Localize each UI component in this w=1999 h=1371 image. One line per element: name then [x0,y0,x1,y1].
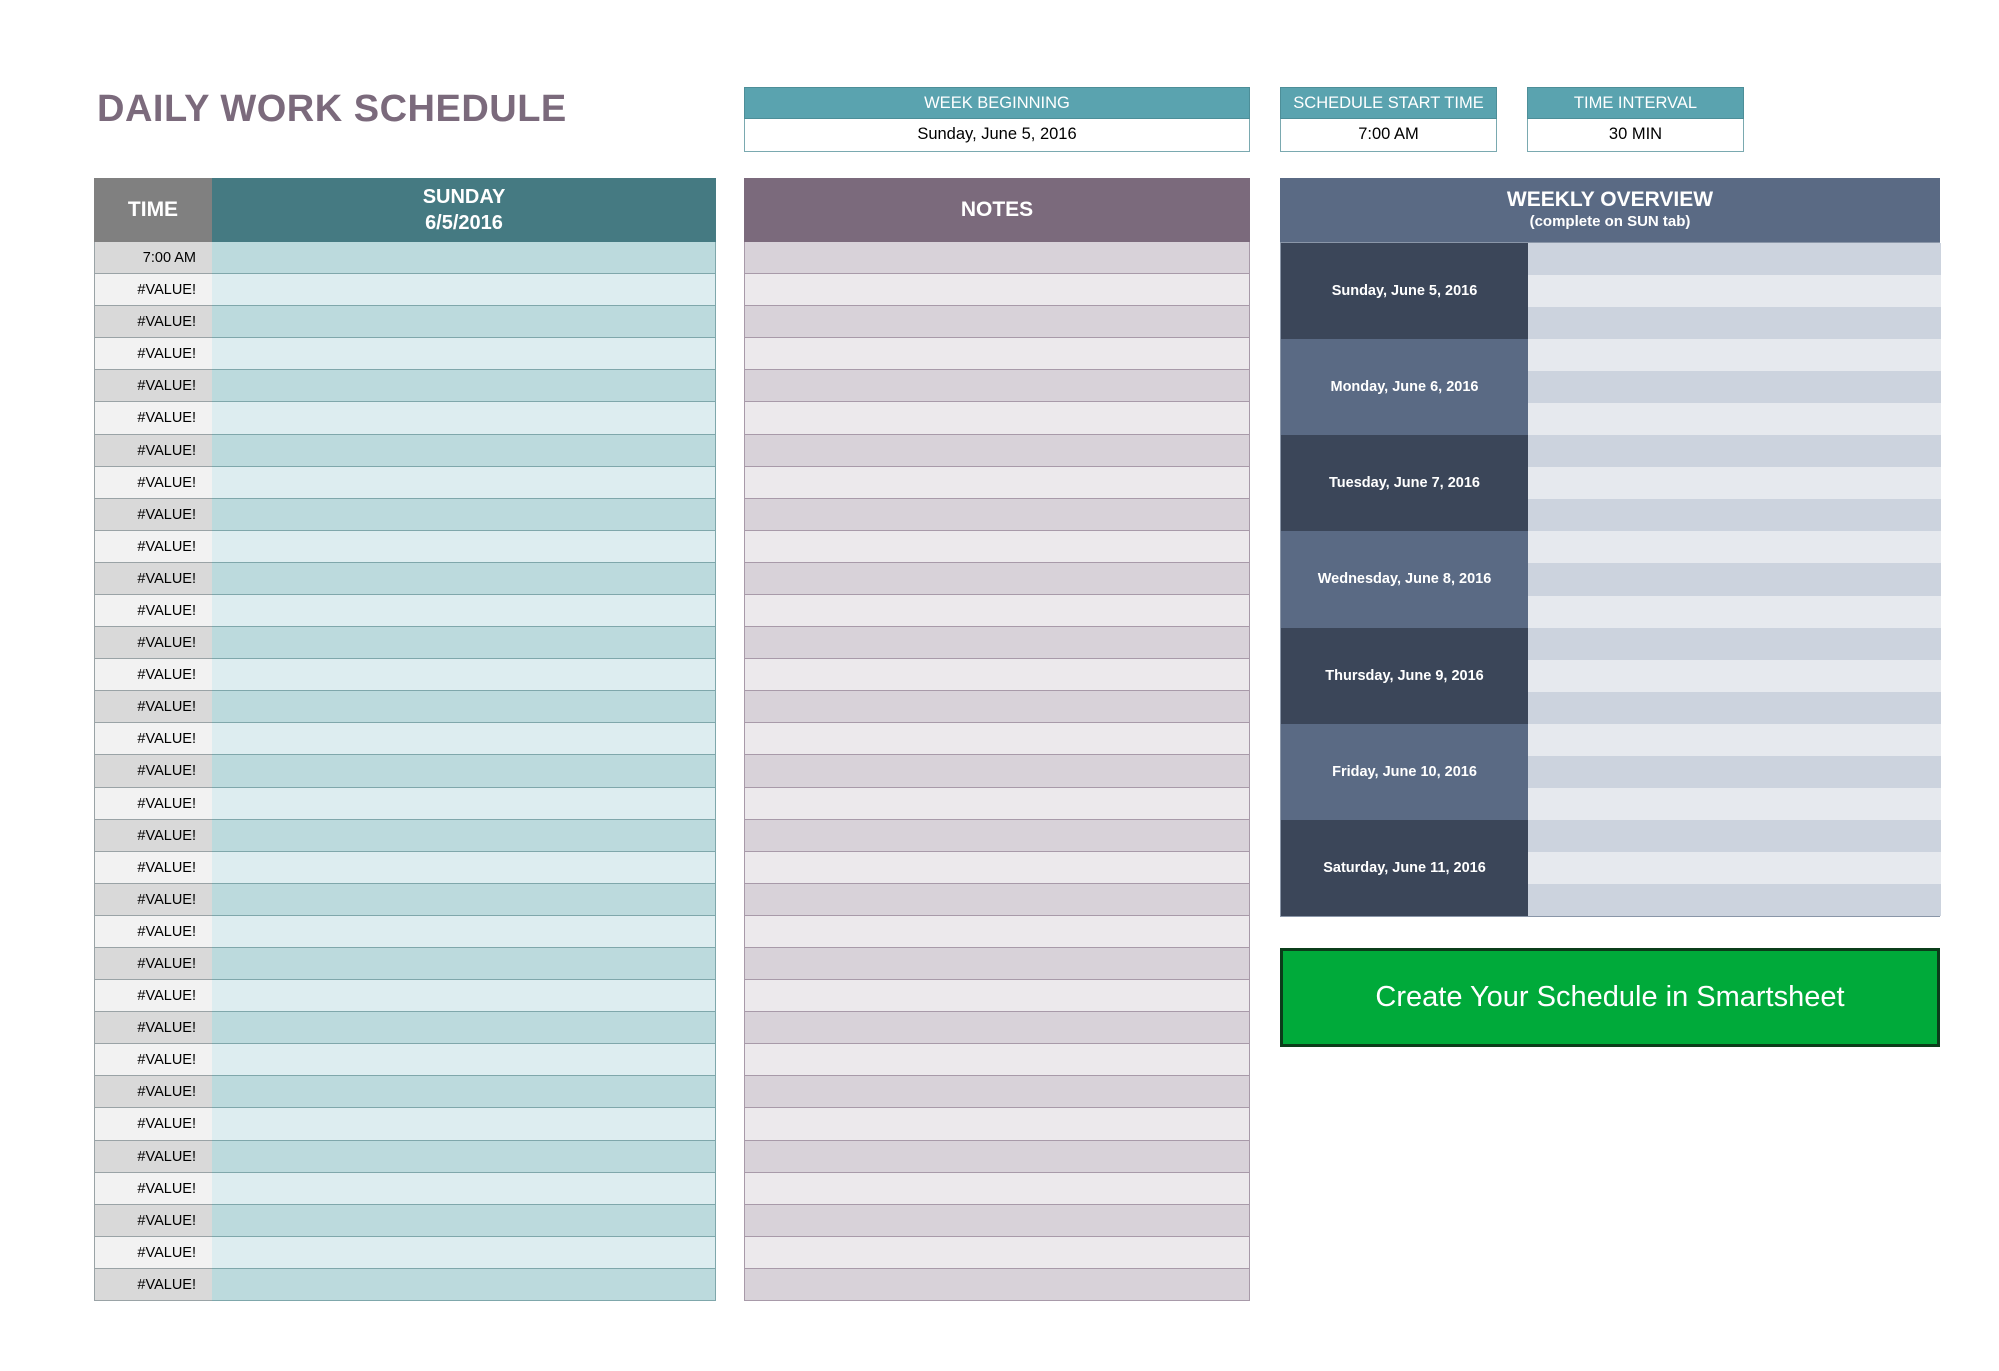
time-slot-label: #VALUE! [94,338,212,370]
overview-entry-cell[interactable] [1528,435,1941,467]
weekly-overview-title: WEEKLY OVERVIEW [1506,188,1714,211]
schedule-cell[interactable] [212,852,716,884]
time-slot-label: #VALUE! [94,884,212,916]
create-schedule-button[interactable]: Create Your Schedule in Smartsheet [1280,948,1940,1047]
time-slot-label: #VALUE! [94,1012,212,1044]
schedule-cell[interactable] [212,659,716,691]
schedule-cell[interactable] [212,1141,716,1173]
schedule-cell[interactable] [212,435,716,467]
notes-cell[interactable] [744,242,1250,274]
time-slot-label: #VALUE! [94,788,212,820]
time-slot-label: #VALUE! [94,1173,212,1205]
notes-header-label: NOTES [960,198,1034,221]
weekly-overview-grid [1280,242,1940,917]
notes-cell[interactable] [744,723,1250,755]
time-slot-label: #VALUE! [94,467,212,499]
overview-entry-cell[interactable] [1528,788,1941,820]
day-column-header [212,178,716,242]
time-column-header [94,178,212,242]
overview-entry-cell[interactable] [1528,563,1941,595]
notes-cell[interactable] [744,1173,1250,1205]
schedule-cell[interactable] [212,1044,716,1076]
schedule-cell[interactable] [212,306,716,338]
notes-cell[interactable] [744,370,1250,402]
notes-cell[interactable] [744,531,1250,563]
overview-entry-cell[interactable] [1528,724,1941,756]
overview-entry-cell[interactable] [1528,884,1941,916]
notes-cell[interactable] [744,563,1250,595]
schedule-cell[interactable] [212,980,716,1012]
overview-entry-cell[interactable] [1528,275,1941,307]
schedule-cell[interactable] [212,755,716,787]
notes-column [744,242,1250,1301]
time-slot-label: #VALUE! [94,499,212,531]
time-slot-label: #VALUE! [94,1108,212,1140]
overview-day-label: Saturday, June 11, 2016 [1281,820,1528,916]
start-time-label: SCHEDULE START TIME [1280,87,1497,119]
schedule-cell[interactable] [212,499,716,531]
schedule-cell[interactable] [212,338,716,370]
time-slot-label: #VALUE! [94,1237,212,1269]
overview-entry-cell[interactable] [1528,339,1941,371]
overview-entry-cell[interactable] [1528,371,1941,403]
notes-column-header [744,178,1250,242]
notes-cell[interactable] [744,306,1250,338]
notes-cell[interactable] [744,691,1250,723]
time-slot-label: #VALUE! [94,595,212,627]
overview-entry-cell[interactable] [1528,852,1941,884]
week-beginning-label: WEEK BEGINNING [744,87,1250,119]
schedule-cell[interactable] [212,1076,716,1108]
notes-cell[interactable] [744,1044,1250,1076]
notes-cell[interactable] [744,1269,1250,1301]
start-time-value[interactable]: 7:00 AM [1280,119,1497,152]
overview-entry-cell[interactable] [1528,756,1941,788]
overview-entry-cell[interactable] [1528,660,1941,692]
overview-entry-cell[interactable] [1528,403,1941,435]
schedule-cell[interactable] [212,820,716,852]
overview-day-label: Wednesday, June 8, 2016 [1281,531,1528,627]
notes-cell[interactable] [744,755,1250,787]
schedule-cell[interactable] [212,563,716,595]
notes-cell[interactable] [744,916,1250,948]
schedule-cell[interactable] [212,1108,716,1140]
overview-day-label: Thursday, June 9, 2016 [1281,628,1528,724]
time-header-label: TIME [127,198,179,221]
overview-day-label: Friday, June 10, 2016 [1281,724,1528,820]
notes-cell[interactable] [744,1205,1250,1237]
weekly-overview-header [1280,178,1940,242]
schedule-cell[interactable] [212,595,716,627]
time-slot-label: #VALUE! [94,274,212,306]
time-slot-label: #VALUE! [94,563,212,595]
notes-cell[interactable] [744,595,1250,627]
schedule-cell[interactable] [212,788,716,820]
overview-entry-cell[interactable] [1528,467,1941,499]
notes-cell[interactable] [744,948,1250,980]
schedule-cell[interactable] [212,370,716,402]
date-header-label: 6/5/2016 [425,212,503,234]
overview-entry-cell[interactable] [1528,499,1941,531]
schedule-cell[interactable] [212,274,716,306]
schedule-cell[interactable] [212,531,716,563]
schedule-cell[interactable] [212,1173,716,1205]
schedule-cell[interactable] [212,691,716,723]
notes-cell[interactable] [744,274,1250,306]
notes-cell[interactable] [744,852,1250,884]
notes-cell[interactable] [744,820,1250,852]
time-slot-label: #VALUE! [94,1076,212,1108]
notes-cell[interactable] [744,1237,1250,1269]
weekly-overview-subtitle: (complete on SUN tab) [1529,213,1691,230]
notes-cell[interactable] [744,402,1250,434]
notes-cell[interactable] [744,1108,1250,1140]
overview-day-label: Sunday, June 5, 2016 [1281,243,1528,339]
time-slot-label: 7:00 AM [94,242,212,274]
time-slot-label: #VALUE! [94,627,212,659]
overview-entry-cell[interactable] [1528,531,1941,563]
notes-cell[interactable] [744,1141,1250,1173]
notes-cell[interactable] [744,1076,1250,1108]
notes-cell[interactable] [744,435,1250,467]
notes-cell[interactable] [744,884,1250,916]
time-slot-label: #VALUE! [94,755,212,787]
time-interval-value[interactable]: 30 MIN [1527,119,1744,152]
overview-entry-cell[interactable] [1528,820,1941,852]
time-slot-label: #VALUE! [94,691,212,723]
schedule-cell[interactable] [212,916,716,948]
notes-cell[interactable] [744,980,1250,1012]
time-slot-label: #VALUE! [94,980,212,1012]
notes-cell[interactable] [744,788,1250,820]
notes-cell[interactable] [744,499,1250,531]
time-slot-label: #VALUE! [94,531,212,563]
schedule-cell[interactable] [212,884,716,916]
notes-cell[interactable] [744,1012,1250,1044]
time-slot-label: #VALUE! [94,948,212,980]
overview-entry-cell[interactable] [1528,692,1941,724]
overview-entry-cell[interactable] [1528,596,1941,628]
schedule-cell[interactable] [212,1237,716,1269]
time-slot-label: #VALUE! [94,370,212,402]
overview-entry-cell[interactable] [1528,628,1941,660]
schedule-cell[interactable] [212,723,716,755]
time-slot-label: #VALUE! [94,723,212,755]
day-header-label: SUNDAY [422,186,506,208]
overview-entry-cell[interactable] [1528,307,1941,339]
time-slot-label: #VALUE! [94,402,212,434]
time-interval-label: TIME INTERVAL [1527,87,1744,119]
time-slot-label: #VALUE! [94,1141,212,1173]
time-slot-label: #VALUE! [94,852,212,884]
schedule-cell[interactable] [212,467,716,499]
overview-day-label: Tuesday, June 7, 2016 [1281,435,1528,531]
schedule-cell[interactable] [212,1012,716,1044]
schedule-cell[interactable] [212,402,716,434]
time-slot-label: #VALUE! [94,435,212,467]
schedule-column [212,242,716,1301]
page-title: DAILY WORK SCHEDULE [97,88,567,130]
notes-cell[interactable] [744,627,1250,659]
notes-cell[interactable] [744,659,1250,691]
time-slot-label: #VALUE! [94,1269,212,1301]
time-slot-label: #VALUE! [94,1044,212,1076]
schedule-cell[interactable] [212,1205,716,1237]
time-slot-label: #VALUE! [94,659,212,691]
notes-cell[interactable] [744,338,1250,370]
time-column [94,242,212,1301]
schedule-cell[interactable] [212,948,716,980]
week-beginning-value[interactable]: Sunday, June 5, 2016 [744,119,1250,152]
schedule-cell[interactable] [212,1269,716,1301]
time-slot-label: #VALUE! [94,820,212,852]
overview-day-label: Monday, June 6, 2016 [1281,339,1528,435]
schedule-cell[interactable] [212,242,716,274]
notes-cell[interactable] [744,467,1250,499]
time-slot-label: #VALUE! [94,916,212,948]
schedule-cell[interactable] [212,627,716,659]
time-slot-label: #VALUE! [94,1205,212,1237]
time-slot-label: #VALUE! [94,306,212,338]
overview-entry-cell[interactable] [1528,243,1941,275]
